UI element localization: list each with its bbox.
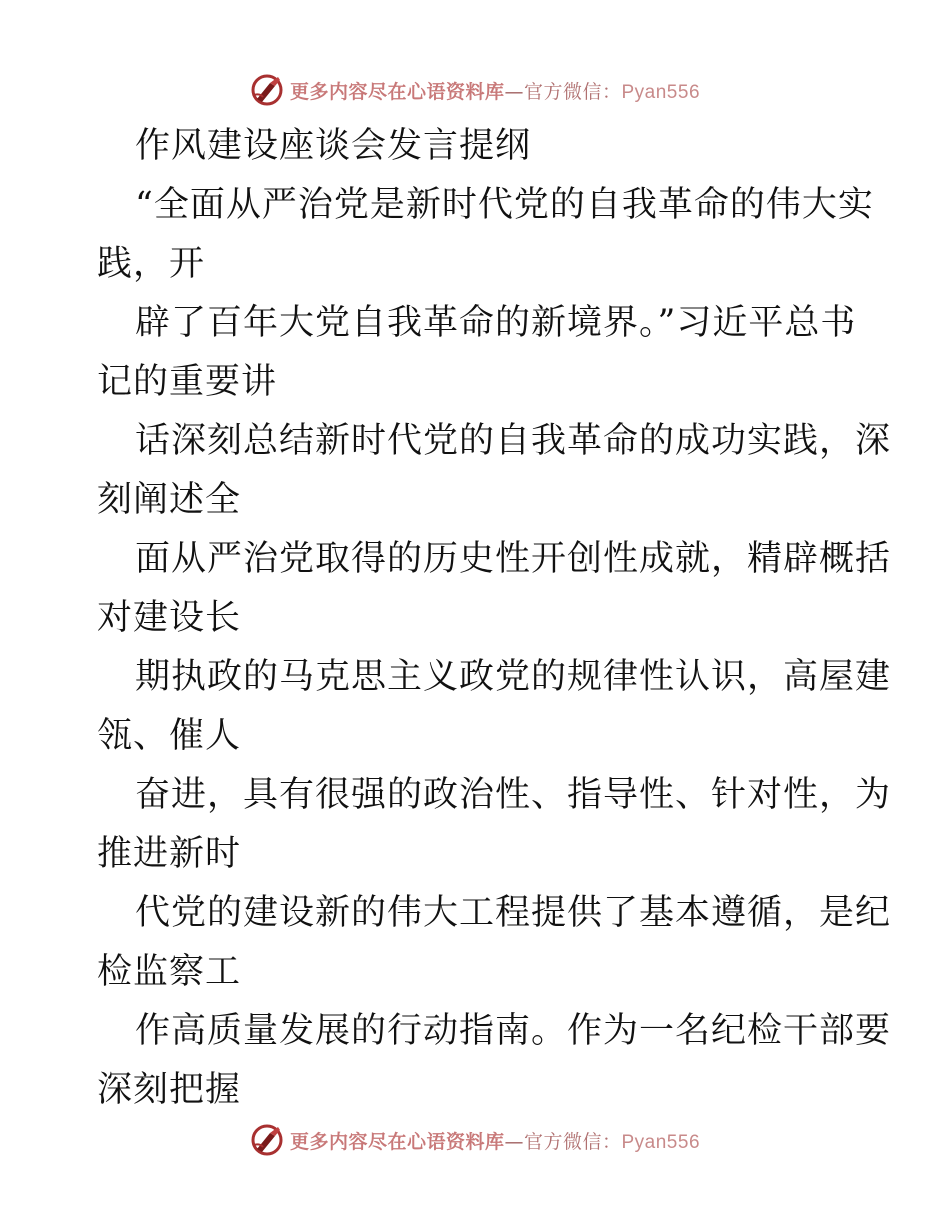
text-line: 面从严治党取得的历史性开创性成就，精辟概括	[135, 539, 892, 579]
text-line: 刻阐述全	[97, 480, 242, 520]
text-line: 检监察工	[97, 952, 242, 992]
document-title: 作风建设座谈会发言提纲	[135, 126, 532, 166]
footer-wechat-id: Pyan556	[621, 1131, 701, 1153]
pen-logo-icon	[250, 73, 284, 107]
text-line: 瓴、催人	[97, 716, 242, 756]
text-line: 对建设长	[97, 598, 242, 638]
text-line: 记的重要讲	[97, 362, 278, 402]
footer-banner	[0, 1120, 950, 1160]
footer-site-text: 更多内容尽在心语资料库	[289, 1130, 505, 1153]
text-line: 作高质量发展的行动指南。作为一名纪检干部要	[135, 1011, 892, 1051]
text-line: 推进新时	[97, 834, 242, 874]
text-line: 奋进，具有很强的政治性、指导性、针对性，为	[135, 775, 892, 815]
footer-separator: —	[504, 1130, 524, 1153]
text-line: 期执政的马克思主义政党的规律性认识，高屋建	[135, 657, 892, 697]
text-line: 践，开	[97, 244, 206, 284]
header-banner	[0, 70, 950, 110]
header-site-text: 更多内容尽在心语资料库	[289, 80, 505, 103]
text-line: 辟了百年大党自我革命的新境界。”习近平总书	[135, 303, 857, 343]
header-separator: —	[504, 80, 524, 103]
text-line: 话深刻总结新时代党的自我革命的成功实践，深	[135, 421, 892, 461]
footer-wechat-label: 官方微信：	[523, 1130, 622, 1153]
text-line: 代党的建设新的伟大工程提供了基本遵循，是纪	[135, 893, 892, 933]
pen-logo-icon	[250, 1123, 284, 1157]
header-text	[290, 77, 700, 104]
header-wechat-id: Pyan556	[621, 81, 701, 103]
text-line: “全面从严治党是新时代党的自我革命的伟大实	[135, 185, 874, 225]
header-wechat-label: 官方微信：	[523, 80, 622, 103]
footer-text	[290, 1127, 700, 1154]
text-line: 深刻把握	[97, 1070, 242, 1110]
